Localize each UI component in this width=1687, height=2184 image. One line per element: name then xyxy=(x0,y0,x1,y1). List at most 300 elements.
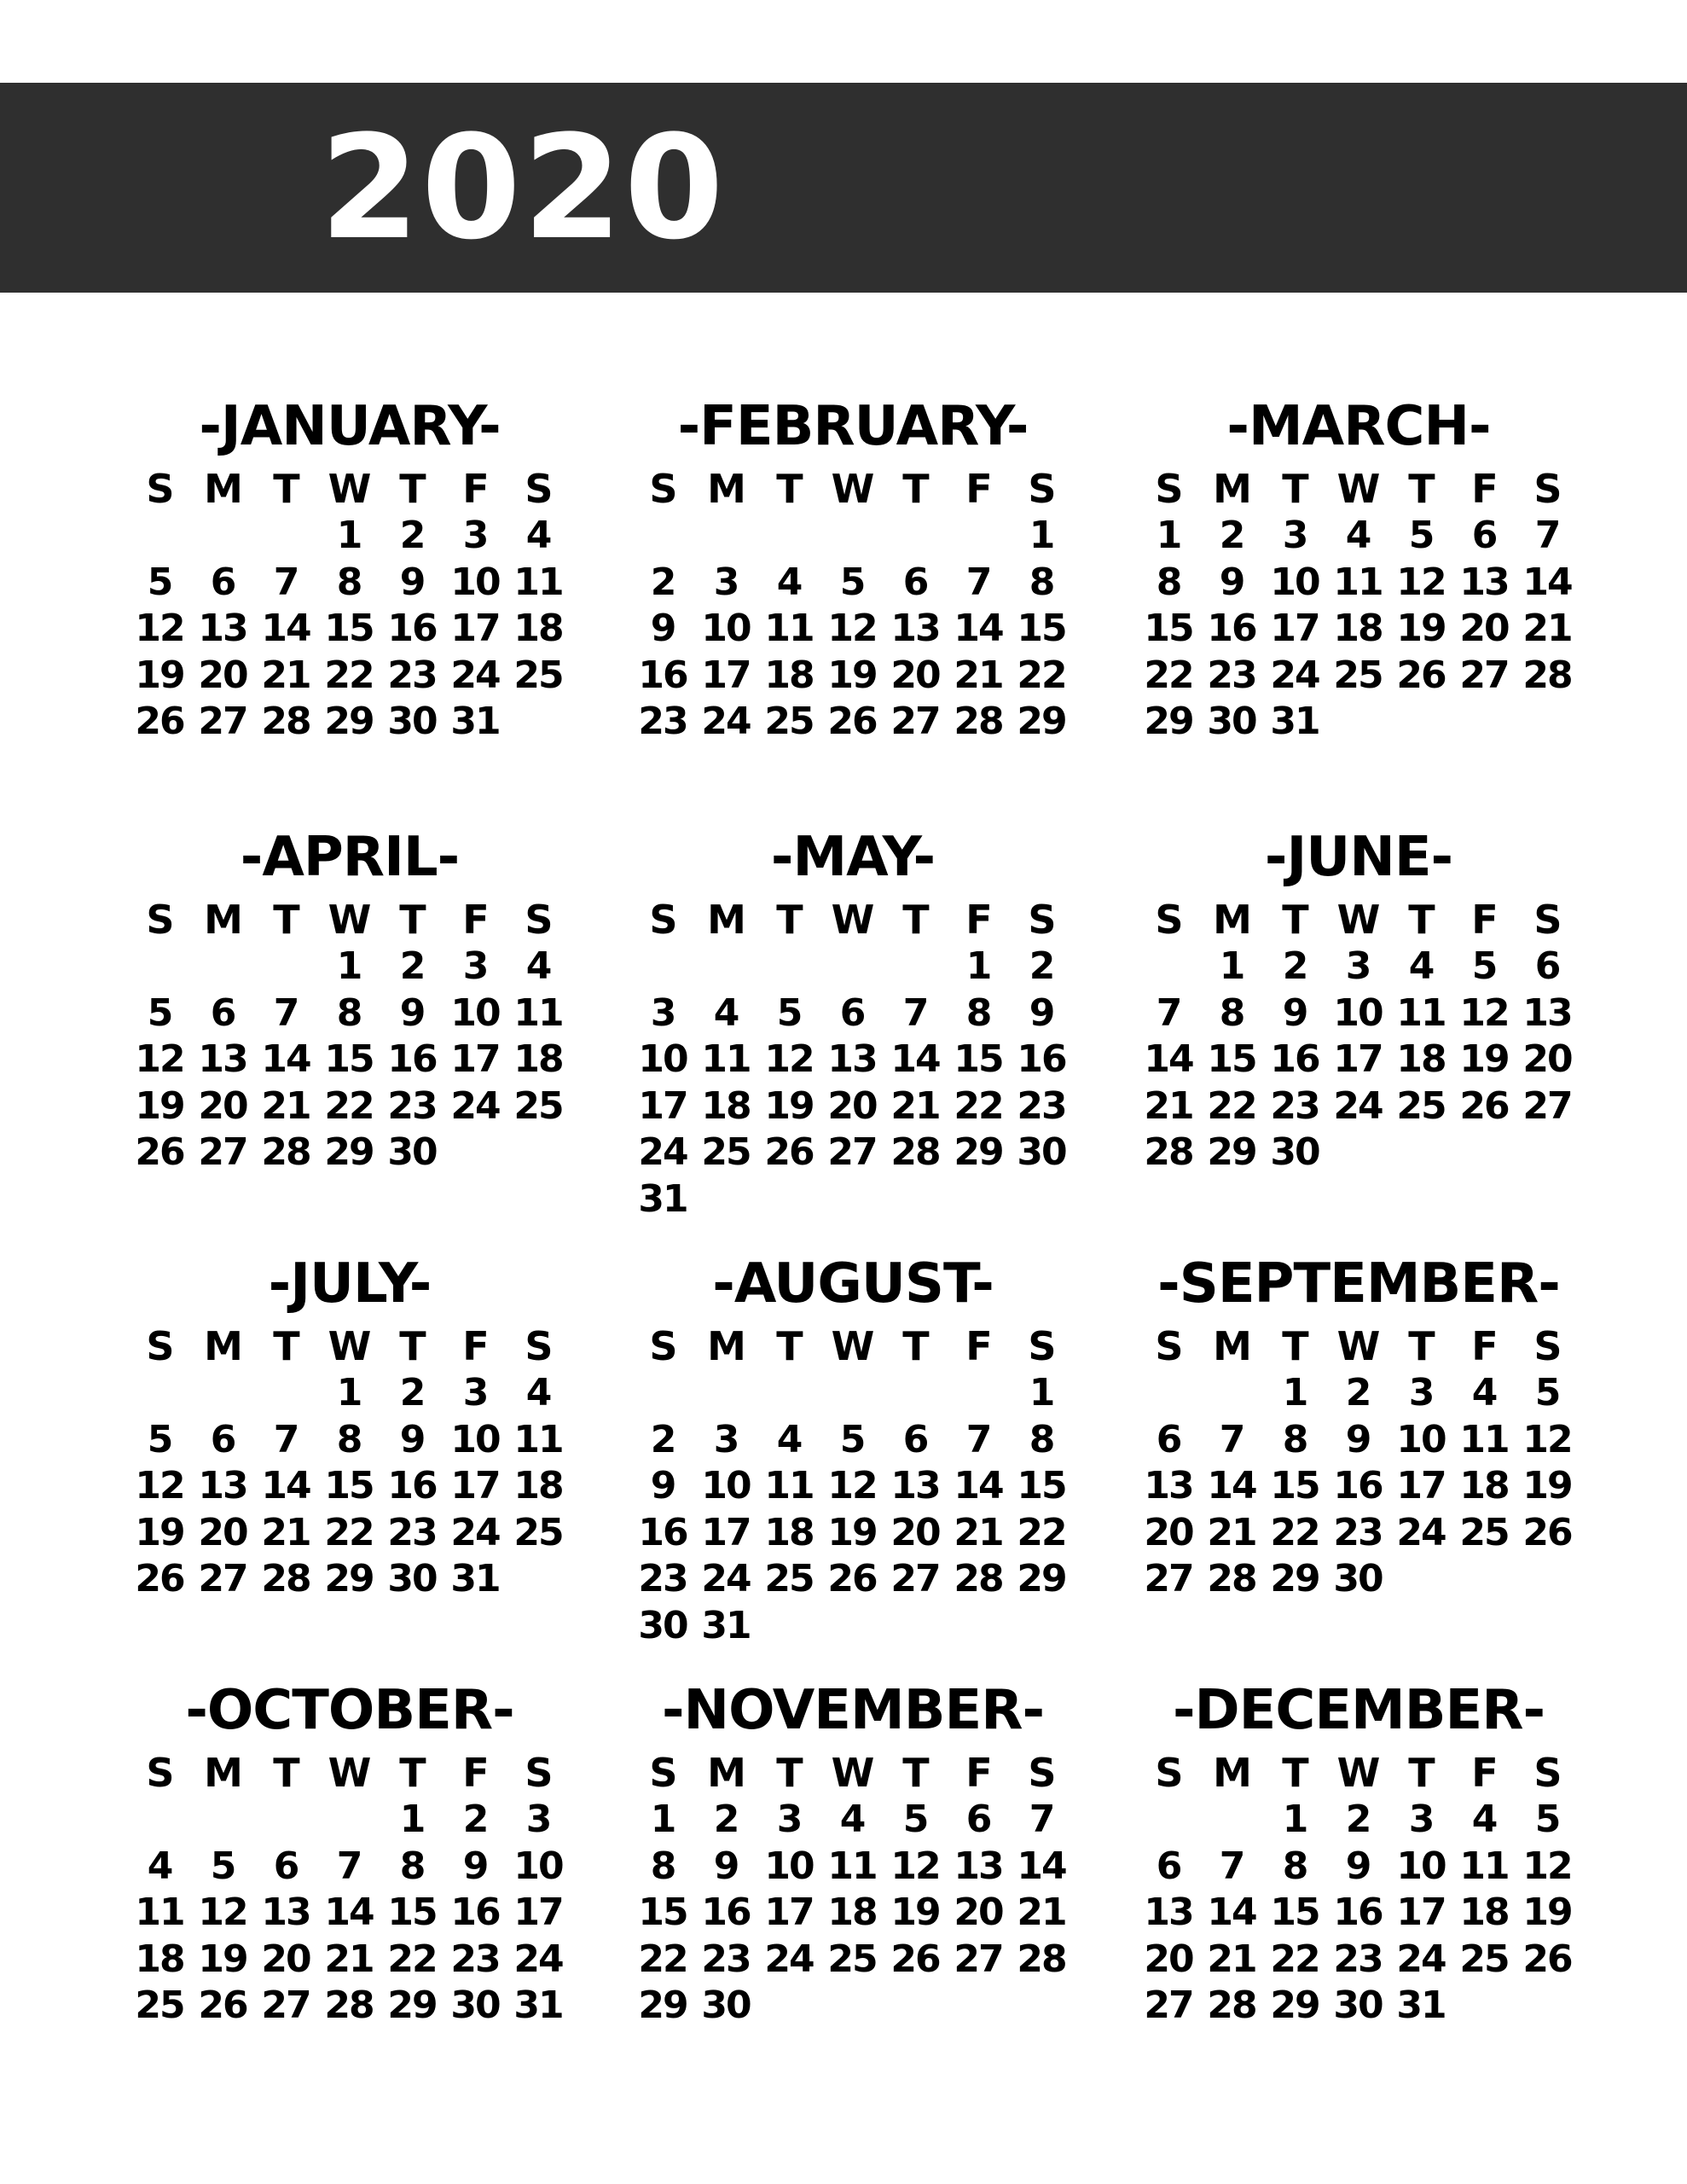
day-cell: 1 xyxy=(399,1798,425,1841)
day-cell: 20 xyxy=(1144,1937,1193,1981)
week-row xyxy=(1137,1983,1580,2030)
day-cell: 3 xyxy=(1282,514,1307,557)
weekday-label: W xyxy=(831,1750,873,1796)
day-cell: 17 xyxy=(513,1891,563,1934)
weekday-label: W xyxy=(328,1323,370,1369)
day-cell: 18 xyxy=(764,1510,814,1554)
day-cell: 9 xyxy=(1345,1844,1371,1888)
weekday-label: M xyxy=(204,1750,241,1796)
month-name: -OCTOBER- xyxy=(185,1679,514,1742)
day-cell: 24 xyxy=(1396,1510,1446,1554)
weekday-label: F xyxy=(462,1750,488,1796)
weekday-header-row xyxy=(128,1322,571,1370)
day-cell: 17 xyxy=(1396,1891,1446,1934)
weekday-label: S xyxy=(146,897,173,943)
weekday-label: T xyxy=(1408,1750,1434,1796)
weekday-label: T xyxy=(1408,897,1434,943)
weekday-label: T xyxy=(273,466,299,512)
day-cell: 3 xyxy=(713,560,739,604)
day-cell: 25 xyxy=(701,1130,751,1174)
day-cell: 21 xyxy=(954,653,1003,697)
week-row xyxy=(128,1890,571,1937)
day-cell: 21 xyxy=(261,653,310,697)
day-cell: 8 xyxy=(399,1844,425,1888)
day-cell: 18 xyxy=(513,607,563,650)
day-cell: 7 xyxy=(1156,990,1181,1035)
day-cell: 12 xyxy=(1522,1417,1572,1461)
day-cell: 1 xyxy=(1282,1371,1307,1414)
day-cell: 25 xyxy=(1459,1510,1509,1554)
day-cell: 13 xyxy=(261,1891,310,1934)
weekday-header-row xyxy=(631,465,1075,513)
day-cell: 28 xyxy=(261,1557,310,1600)
day-cell: 27 xyxy=(1459,653,1509,697)
day-cell: 1 xyxy=(1219,944,1244,988)
empty-day-cell xyxy=(1516,1130,1579,1176)
day-cell: 2 xyxy=(462,1798,488,1841)
day-cell: 21 xyxy=(1522,607,1572,650)
day-cell: 22 xyxy=(1144,653,1193,697)
month-name: -MAY- xyxy=(770,826,936,889)
day-cell: 6 xyxy=(1156,1417,1181,1461)
day-cell: 9 xyxy=(650,607,675,650)
month-july xyxy=(128,1246,571,1603)
day-cell: 17 xyxy=(638,1083,687,1128)
weekday-label: T xyxy=(776,466,802,512)
day-cell: 5 xyxy=(1534,1371,1560,1414)
day-cell: 9 xyxy=(1345,1417,1371,1461)
day-cell: 8 xyxy=(1029,1417,1054,1461)
day-cell: 10 xyxy=(513,1844,563,1888)
day-cell: 17 xyxy=(764,1891,814,1934)
weekday-label: T xyxy=(1282,897,1307,943)
empty-day-cell xyxy=(1452,699,1516,746)
day-cell: 26 xyxy=(1522,1937,1572,1981)
day-cell: 4 xyxy=(1471,1798,1497,1841)
day-cell: 9 xyxy=(1029,990,1054,1035)
week-row xyxy=(1137,1510,1580,1557)
day-cell: 31 xyxy=(513,1984,563,2027)
day-cell: 29 xyxy=(1207,1130,1256,1174)
empty-day-cell xyxy=(820,944,884,990)
weekday-header-row xyxy=(128,896,571,944)
day-cell: 16 xyxy=(1207,607,1256,650)
day-cell: 27 xyxy=(198,1557,247,1600)
week-row xyxy=(631,1797,1075,1844)
day-cell: 9 xyxy=(399,1417,425,1461)
day-cell: 24 xyxy=(1270,653,1319,697)
week-row xyxy=(631,606,1075,653)
day-cell: 9 xyxy=(462,1844,488,1888)
day-cell: 24 xyxy=(638,1130,687,1174)
day-cell: 3 xyxy=(1408,1371,1434,1414)
weekday-label: S xyxy=(1155,466,1182,512)
weekday-label: T xyxy=(399,1323,425,1369)
day-cell: 28 xyxy=(1207,1984,1256,2027)
day-cell: 8 xyxy=(1029,560,1054,604)
day-cell: 4 xyxy=(1408,944,1434,988)
day-cell: 23 xyxy=(1333,1937,1383,1981)
day-cell: 16 xyxy=(387,1037,437,1081)
day-cell: 16 xyxy=(1333,1464,1383,1507)
week-row xyxy=(128,560,571,607)
weekday-header-row xyxy=(128,465,571,513)
day-cell: 2 xyxy=(650,560,675,604)
day-cell: 29 xyxy=(324,700,374,743)
day-cell: 23 xyxy=(638,1557,687,1600)
empty-day-cell xyxy=(1010,1176,1073,1223)
day-cell: 29 xyxy=(387,1984,437,2027)
day-cell: 27 xyxy=(261,1984,310,2027)
day-cell: 16 xyxy=(701,1891,751,1934)
day-cell: 22 xyxy=(1207,1083,1256,1128)
weekday-label: S xyxy=(1028,897,1055,943)
weekday-label: S xyxy=(1155,1323,1182,1369)
day-cell: 18 xyxy=(701,1083,751,1128)
weekday-label: S xyxy=(649,1750,676,1796)
day-cell: 30 xyxy=(1270,1130,1319,1174)
day-cell: 8 xyxy=(1282,1844,1307,1888)
day-cell: 28 xyxy=(1522,653,1572,697)
weekday-label: F xyxy=(965,897,991,943)
weekday-label: M xyxy=(707,1750,745,1796)
day-cell: 26 xyxy=(135,700,184,743)
day-cell: 1 xyxy=(1156,514,1181,557)
day-cell: 14 xyxy=(1017,1844,1066,1888)
week-row xyxy=(128,1556,571,1603)
weekday-label: S xyxy=(1028,1323,1055,1369)
weekday-label: T xyxy=(273,897,299,943)
day-cell: 23 xyxy=(638,700,687,743)
day-cell: 12 xyxy=(1459,990,1509,1035)
month-may xyxy=(631,819,1075,1223)
day-cell: 24 xyxy=(450,1083,500,1128)
empty-day-cell xyxy=(694,944,757,990)
month-september xyxy=(1137,1246,1580,1603)
weekday-label: S xyxy=(525,1323,552,1369)
day-cell: 28 xyxy=(1017,1937,1066,1981)
day-cell: 26 xyxy=(1459,1083,1509,1128)
day-cell: 26 xyxy=(1522,1510,1572,1554)
day-cell: 13 xyxy=(890,1464,940,1507)
day-cell: 9 xyxy=(1282,990,1307,1035)
weekday-header-row xyxy=(631,1322,1075,1370)
empty-day-cell xyxy=(1137,1370,1200,1417)
day-cell: 29 xyxy=(1270,1984,1319,2027)
weekday-label: S xyxy=(649,897,676,943)
day-cell: 8 xyxy=(650,1844,675,1888)
day-cell: 28 xyxy=(954,700,1003,743)
weekday-header-row xyxy=(1137,465,1580,513)
weekday-label: S xyxy=(1028,466,1055,512)
day-cell: 18 xyxy=(135,1937,184,1981)
day-cell: 15 xyxy=(1207,1037,1256,1081)
day-cell: 22 xyxy=(324,1083,374,1128)
day-cell: 11 xyxy=(764,1464,814,1507)
day-cell: 6 xyxy=(1534,944,1560,988)
weekday-label: S xyxy=(525,897,552,943)
day-cell: 25 xyxy=(513,1083,563,1128)
day-cell: 15 xyxy=(324,1464,374,1507)
day-cell: 1 xyxy=(1029,1371,1054,1414)
weekday-label: S xyxy=(525,466,552,512)
weekday-label: W xyxy=(1336,897,1379,943)
weekday-header-row xyxy=(1137,1749,1580,1797)
day-cell: 21 xyxy=(324,1937,374,1981)
empty-day-cell xyxy=(757,1983,820,2030)
empty-day-cell xyxy=(443,1130,507,1176)
day-cell: 3 xyxy=(462,1371,488,1414)
weekday-label: T xyxy=(1282,1750,1307,1796)
day-cell: 11 xyxy=(1459,1417,1509,1461)
day-cell: 25 xyxy=(513,1510,563,1554)
day-cell: 30 xyxy=(701,1984,751,2027)
day-cell: 14 xyxy=(324,1891,374,1934)
day-cell: 12 xyxy=(198,1891,247,1934)
day-cell: 5 xyxy=(839,560,865,604)
empty-day-cell xyxy=(191,1370,254,1417)
day-cell: 10 xyxy=(1270,560,1319,604)
week-row xyxy=(1137,1556,1580,1603)
week-row xyxy=(631,1463,1075,1510)
weekday-label: T xyxy=(902,1323,928,1369)
empty-day-cell xyxy=(1200,1797,1263,1844)
empty-day-cell xyxy=(1200,1370,1263,1417)
week-row xyxy=(128,1797,571,1844)
week-row xyxy=(1137,1463,1580,1510)
day-cell: 6 xyxy=(273,1844,299,1888)
day-cell: 11 xyxy=(827,1844,877,1888)
day-cell: 30 xyxy=(1333,1984,1383,2027)
day-cell: 19 xyxy=(764,1083,814,1128)
day-cell: 13 xyxy=(198,1464,247,1507)
weekday-label: S xyxy=(649,466,676,512)
day-cell: 10 xyxy=(764,1844,814,1888)
empty-day-cell xyxy=(884,1983,947,2030)
day-cell: 2 xyxy=(399,944,425,988)
weekday-header-row xyxy=(1137,896,1580,944)
weekday-label: T xyxy=(1408,466,1434,512)
week-row xyxy=(1137,1890,1580,1937)
week-row xyxy=(631,1844,1075,1891)
day-cell: 23 xyxy=(387,1083,437,1128)
day-cell: 21 xyxy=(890,1083,940,1128)
day-cell: 16 xyxy=(387,1464,437,1507)
weekday-label: F xyxy=(462,897,488,943)
month-name: -FEBRUARY- xyxy=(677,395,1029,458)
weekday-label: T xyxy=(1408,1323,1434,1369)
day-cell: 6 xyxy=(839,990,865,1035)
day-cell: 25 xyxy=(513,653,563,697)
day-cell: 14 xyxy=(954,1464,1003,1507)
day-cell: 21 xyxy=(1207,1937,1256,1981)
week-row xyxy=(1137,1037,1580,1083)
weekday-label: S xyxy=(1533,1750,1561,1796)
day-cell: 17 xyxy=(450,1464,500,1507)
day-cell: 18 xyxy=(764,653,814,697)
day-cell: 19 xyxy=(827,653,877,697)
day-cell: 19 xyxy=(135,1083,184,1128)
day-cell: 25 xyxy=(1333,653,1383,697)
day-cell: 7 xyxy=(902,990,928,1035)
day-cell: 20 xyxy=(890,653,940,697)
day-cell: 24 xyxy=(513,1937,563,1981)
day-cell: 1 xyxy=(965,944,991,988)
weekday-label: W xyxy=(328,466,370,512)
day-cell: 26 xyxy=(890,1937,940,1981)
weekday-label: F xyxy=(462,466,488,512)
day-cell: 6 xyxy=(210,560,235,604)
day-cell: 15 xyxy=(1144,607,1193,650)
day-cell: 6 xyxy=(1471,514,1497,557)
weekday-label: S xyxy=(1155,897,1182,943)
week-row xyxy=(128,990,571,1037)
weekday-label: F xyxy=(1471,1750,1497,1796)
weekday-label: T xyxy=(1282,1323,1307,1369)
week-row xyxy=(1137,1937,1580,1984)
day-cell: 27 xyxy=(198,700,247,743)
day-cell: 20 xyxy=(198,653,247,697)
day-cell: 10 xyxy=(1396,1844,1446,1888)
day-cell: 15 xyxy=(954,1037,1003,1081)
day-cell: 8 xyxy=(1282,1417,1307,1461)
week-row xyxy=(128,1983,571,2030)
day-cell: 19 xyxy=(1522,1891,1572,1934)
day-cell: 22 xyxy=(1270,1937,1319,1981)
day-cell: 9 xyxy=(713,1844,739,1888)
day-cell: 30 xyxy=(387,700,437,743)
day-cell: 4 xyxy=(1345,514,1371,557)
day-cell: 26 xyxy=(135,1557,184,1600)
day-cell: 15 xyxy=(1270,1891,1319,1934)
day-cell: 27 xyxy=(1144,1557,1193,1600)
day-cell: 29 xyxy=(1270,1557,1319,1600)
day-cell: 22 xyxy=(1017,653,1066,697)
day-cell: 31 xyxy=(638,1176,687,1221)
day-cell: 19 xyxy=(827,1510,877,1554)
empty-day-cell xyxy=(631,513,694,560)
empty-day-cell xyxy=(507,699,570,746)
weekday-label: S xyxy=(1155,1750,1182,1796)
weekday-label: S xyxy=(649,1323,676,1369)
weekday-label: W xyxy=(831,466,873,512)
week-row xyxy=(631,1417,1075,1464)
empty-day-cell xyxy=(757,944,820,990)
day-cell: 14 xyxy=(261,607,310,650)
weekday-label: F xyxy=(462,1323,488,1369)
day-cell: 14 xyxy=(261,1464,310,1507)
day-cell: 23 xyxy=(387,653,437,697)
day-cell: 7 xyxy=(965,560,991,604)
day-cell: 25 xyxy=(827,1937,877,1981)
day-cell: 14 xyxy=(1207,1464,1256,1507)
weekday-label: F xyxy=(965,466,991,512)
day-cell: 28 xyxy=(261,1130,310,1174)
weekday-label: S xyxy=(146,466,173,512)
day-cell: 13 xyxy=(1459,560,1509,604)
day-cell: 24 xyxy=(1333,1083,1383,1128)
week-row xyxy=(631,699,1075,746)
day-cell: 7 xyxy=(1219,1844,1244,1888)
day-cell: 11 xyxy=(1459,1844,1509,1888)
weekday-label: M xyxy=(204,897,241,943)
day-cell: 4 xyxy=(525,514,551,557)
weekday-label: W xyxy=(1336,1323,1379,1369)
day-cell: 22 xyxy=(1017,1510,1066,1554)
week-row xyxy=(631,1130,1075,1176)
weekday-label: S xyxy=(1533,466,1561,512)
day-cell: 27 xyxy=(827,1130,877,1174)
day-cell: 5 xyxy=(147,1417,172,1461)
empty-day-cell xyxy=(128,944,191,990)
day-cell: 3 xyxy=(1345,944,1371,988)
day-cell: 19 xyxy=(198,1937,247,1981)
day-cell: 26 xyxy=(198,1984,247,2027)
empty-day-cell xyxy=(1452,1556,1516,1603)
day-cell: 22 xyxy=(324,653,374,697)
day-cell: 8 xyxy=(965,990,991,1035)
day-cell: 16 xyxy=(1333,1891,1383,1934)
day-cell: 22 xyxy=(1270,1510,1319,1554)
week-row xyxy=(1137,1844,1580,1891)
day-cell: 29 xyxy=(1017,700,1066,743)
day-cell: 12 xyxy=(764,1037,814,1081)
empty-day-cell xyxy=(1389,699,1452,746)
day-cell: 28 xyxy=(890,1130,940,1174)
day-cell: 9 xyxy=(650,1464,675,1507)
day-cell: 11 xyxy=(701,1037,751,1081)
day-cell: 5 xyxy=(1408,514,1434,557)
empty-day-cell xyxy=(631,944,694,990)
empty-day-cell xyxy=(884,1176,947,1223)
empty-day-cell xyxy=(128,513,191,560)
day-cell: 8 xyxy=(336,1417,362,1461)
weekday-label: W xyxy=(1336,466,1379,512)
day-cell: 20 xyxy=(1522,1037,1572,1081)
day-cell: 13 xyxy=(1144,1464,1193,1507)
empty-day-cell xyxy=(694,513,757,560)
empty-day-cell xyxy=(1326,1130,1389,1176)
day-cell: 20 xyxy=(1459,607,1509,650)
empty-day-cell xyxy=(191,513,254,560)
week-row xyxy=(128,1083,571,1130)
day-cell: 8 xyxy=(1219,990,1244,1035)
day-cell: 18 xyxy=(513,1037,563,1081)
empty-day-cell xyxy=(254,944,317,990)
day-cell: 4 xyxy=(147,1844,172,1888)
day-cell: 25 xyxy=(1459,1937,1509,1981)
month-november xyxy=(631,1672,1075,2030)
day-cell: 28 xyxy=(1207,1557,1256,1600)
day-cell: 15 xyxy=(324,1037,374,1081)
empty-day-cell xyxy=(757,1370,820,1417)
week-row xyxy=(631,944,1075,990)
empty-day-cell xyxy=(947,1176,1010,1223)
empty-day-cell xyxy=(820,1176,884,1223)
day-cell: 18 xyxy=(1459,1464,1509,1507)
empty-day-cell xyxy=(820,1603,884,1650)
weekday-label: W xyxy=(1336,1750,1379,1796)
day-cell: 29 xyxy=(638,1984,687,2027)
empty-day-cell xyxy=(694,1370,757,1417)
day-cell: 21 xyxy=(261,1510,310,1554)
day-cell: 19 xyxy=(1522,1464,1572,1507)
week-row xyxy=(631,1083,1075,1130)
day-cell: 29 xyxy=(324,1130,374,1174)
empty-day-cell xyxy=(947,1983,1010,2030)
day-cell: 7 xyxy=(336,1844,362,1888)
day-cell: 11 xyxy=(1333,560,1383,604)
